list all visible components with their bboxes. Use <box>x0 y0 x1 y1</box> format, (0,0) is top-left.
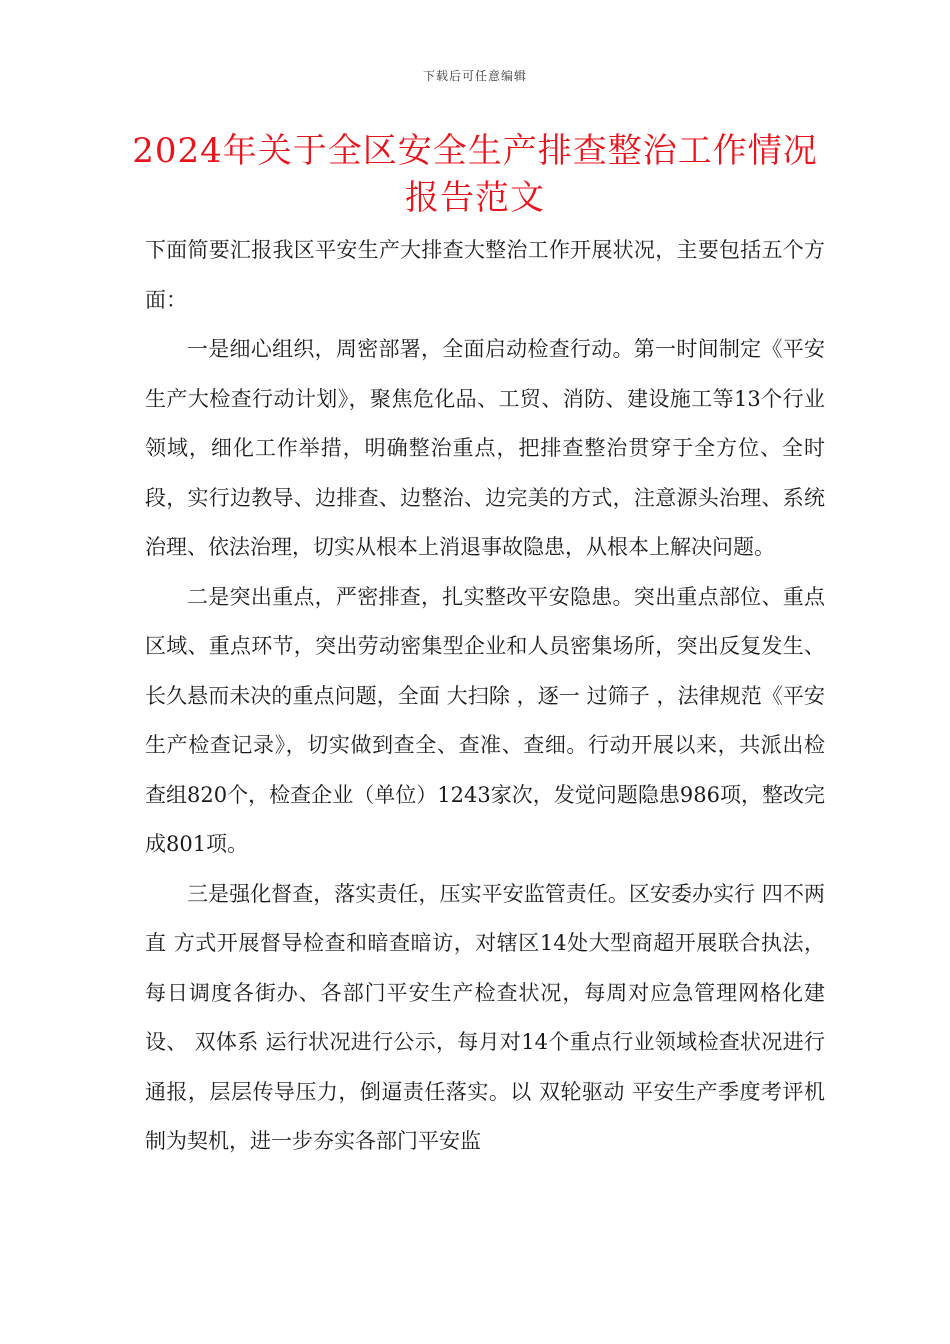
paragraph-one: 一是细心组织，周密部署，全面启动检查行动。第一时间制定《平安生产大检查行动计划》，聚焦危化品、工贸、消防、建设施工等13个行业领域，细化工作举措，明确整治重点，把排查整治贯穿于全方位、全时段，实行边教导、边排查、边整治、边完美的方式，注意源头治理、系统治理、依法治理，切实从根本上消退事故隐患，从根本上解决问题。 <box>145 337 825 559</box>
document-title: 2024年关于全区安全生产排查整治工作情况报告范文 <box>132 131 818 218</box>
paragraph-three: 三是强化督查，落实责任，压实平安监管责任。区安委办实行 四不两直 方式开展督导检查和暗查暗访，对辖区14处大型商超开展联合执法，每日调度各街办、各部门平安生产检查状况，每周对应急管理网格化建设、 双体系 运行状况进行公示，每月对14个重点行业领域检查状况进行通报，层层传导压力，倒逼责任落实。以 双轮驱动 平安生产季度考评机制为契机，进一步夯实各部门平安监 <box>145 881 825 1153</box>
intro-paragraph: 下面简要汇报我区平安生产大排查大整治工作开展状况，主要包括五个方面： <box>145 238 825 312</box>
paragraph-two: 二是突出重点，严密排查，扎实整改平安隐患。突出重点部位、重点区域、重点环节，突出劳动密集型企业和人员密集场所，突出反复发生、长久悬而未决的重点问题，全面 大扫除 ，逐一 过筛子 ，法律规范《平安生产检查记录》，切实做到查全、查准、查细。行动开展以来，共派出检查组820个，检查企业（单位）1243家次，发觉问题隐患986项，整改完成801项。 <box>145 584 825 856</box>
header-note: 下载后可任意编辑 <box>422 69 527 83</box>
document-body <box>145 226 825 1167</box>
